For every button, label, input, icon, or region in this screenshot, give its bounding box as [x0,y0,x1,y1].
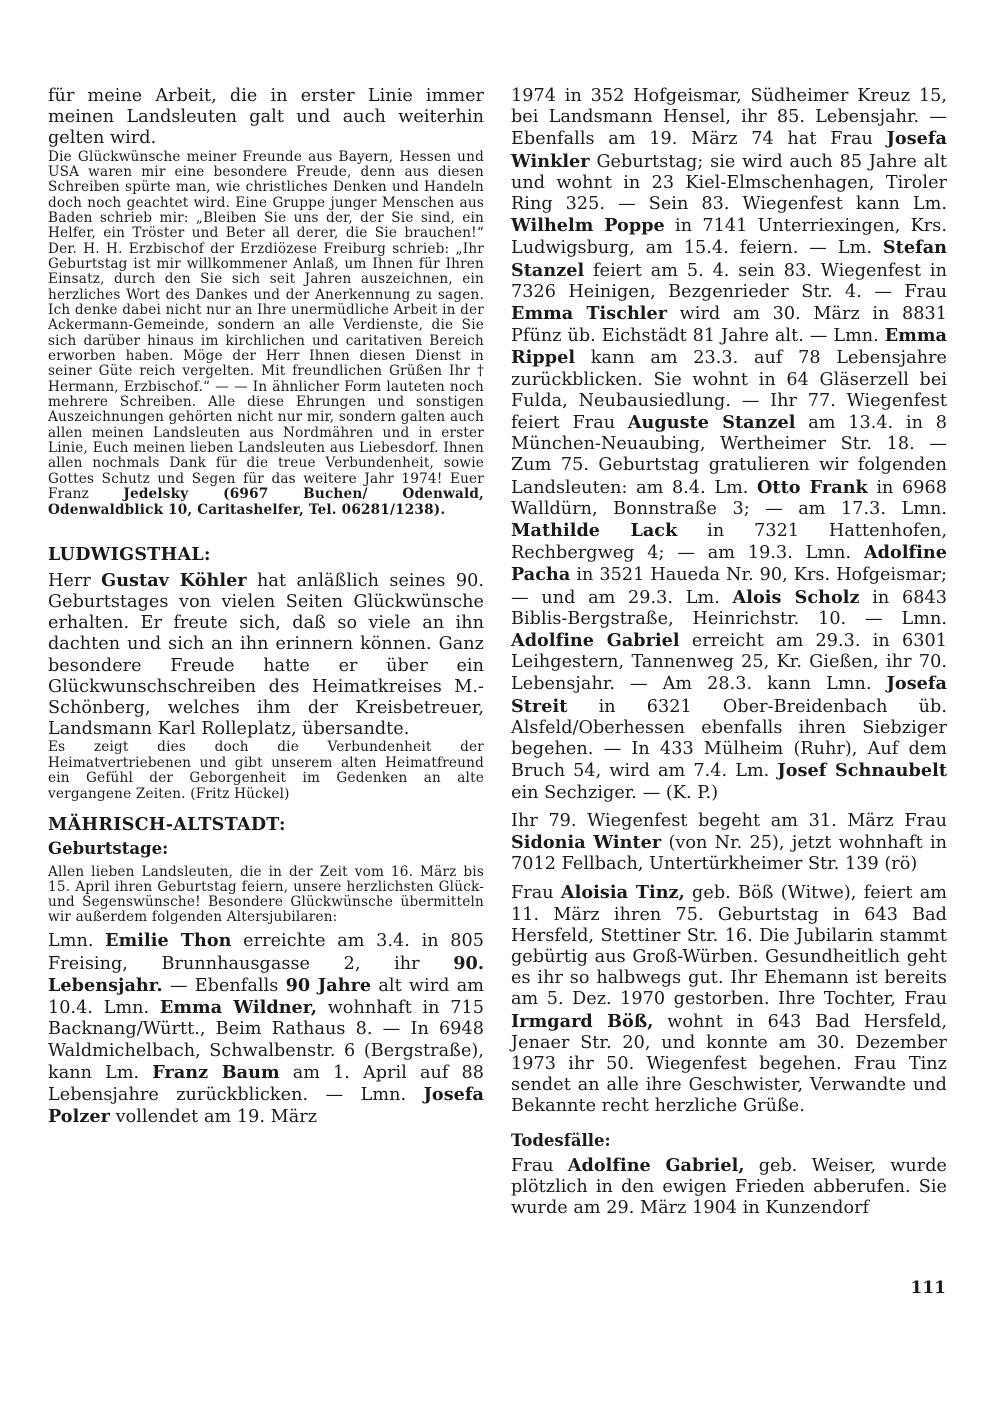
text: am 1. April auf 88 Lebensjahre zurückblicken. — Lmn. [48,1062,484,1105]
author-address: (6967 Buchen/ Odenwald, Odenwaldblick 10, Caritashelfer, Tel. 06281/1238). [48,486,484,518]
page-number: 111 [910,1278,946,1298]
text: in 6968 Walldürn, Bonnstraße 3; — am 17.3. Lmn. [511,477,948,519]
text: Herr [48,570,102,591]
right-column [511,86,947,1219]
birthday-list-continuation [511,86,947,804]
section-heading-ludwigsthal: LUDWIGSTHAL: [48,544,211,565]
text: feiert am 5. 4. sein 83. Wiegenfest in 7326 Heinigen, Bezgenrieder Str. 4. — Frau [511,260,947,302]
birthday-list [48,930,484,1128]
obituary-paragraph [511,1155,947,1220]
person-name: Otto Frank [757,476,868,498]
text: erreichte am 3.4. in 805 Freising, Brunnhausgasse 2, ihr [48,931,485,974]
person-name: Josefa Winkler [511,128,947,172]
section-heading-maehrisch-altstadt: MÄHRISCH-ALTSTADT: [48,814,286,835]
text: alt wird am 10.4. Lmn. [48,975,484,1019]
person-name: Mathilde Lack [511,520,678,542]
text: kann am 23.3. auf 78 Lebensjahre zurückblicken. Sie wohnt in 64 Gläserzell bei Fulda, Neubausiedlung. — Ihr 77. Wiegenfest feiert Frau [511,348,947,434]
text: in 6321 Ober-Breidenbach üb. Alsfeld/Oberhessen ebenfalls ihren Siebziger begehen. — In 433 Mülheim (Ruhr), Auf dem Bruch 54, wird am 7.4. Lm. [511,696,947,782]
emphasis: 90 Jahre [285,974,372,996]
subheading-todesfaelle: Todesfälle: [511,1130,611,1150]
intro-paragraph: für meine Arbeit, die in erster Linie immer meinen Landsleuten galt und auch weiterhin gelten wird. [48,86,484,149]
person-name: Wilhelm Poppe [511,215,665,237]
text: erreicht am 29.3. in 6301 Leihgestern, Tannenweg 25, Kr. Gießen, ihr 70. Lebensjahr. — Am 28.3. kann Lmn. [511,631,947,695]
text: Lmn. [48,931,106,952]
text: Frau [511,883,561,904]
left-column [48,86,484,1128]
tinz-paragraph [511,882,947,1117]
person-name: Alois Scholz [732,586,860,608]
text: Ihr 79. Wiegenfest begeht am 31. März Frau [511,810,947,831]
text: in 6843 Biblis-Bergstraße, Heinrichstr. 10. — Lmn. [511,587,947,629]
person-name: Emilie Thon [105,930,232,952]
text: wohnhaft in 715 Backnang/Württ., Beim Rathaus 8. — In 6948 Waldmichelbach, Schwalbenstr. 6 (Bergstraße), kann Lm. [48,998,484,1083]
text: in 7321 Hattenhofen, Rechbergweg 4; — am 19.3. Lmn. [511,521,948,564]
person-name: Emma Wildner, [159,997,317,1019]
text: vollendet am 19. März [109,1107,318,1128]
ludwigsthal-note: Es zeigt dies doch die Verbundenheit der Heimatvertriebenen und gibt unserem alten Heimatfreund ein Gefühl der Geborgenheit im Gedenken an alte vergangene Zeiten. (Fritz Hückel) [48,739,484,802]
person-name: Franz Baum [152,1061,280,1083]
person-name: Josefa Polzer [48,1083,484,1128]
text: am 13.4. in 8 München-Neuaubing, Wertheimer Str. 18. — Zum 75. Geburtstag gratulieren wir folgenden Landsleuten: am 8.4. Lm. [511,413,948,498]
author-name: Jedelsky [123,486,189,503]
text: 1974 in 352 Hofgeismar, Südheimer Kreuz 15, bei Landsmann Hensel, ihr 85. Lebensjahr. — Ebenfalls am 19. März 74 hat Frau [511,86,947,150]
text: in 7141 Unterriexingen, Krs. Ludwigsburg, am 15.4. feiern. — Lm. [511,216,947,259]
person-name: Irmgard Böß, [511,1010,654,1032]
text: geb. Weiser, wurde plötzlich in den ewigen Frieden abberufen. Sie wurde am 29. März 1904 in Kunzendorf [511,1155,948,1218]
text: Frau [511,1155,568,1176]
birthday-intro: Allen lieben Landsleuten, die in der Zeit vom 16. März bis 15. April ihren Geburtstag feiern, unsere herzlichsten Glück- und Segenswünsche! Besondere Glückwünsche übermitteln wir außerdem folgenden Altersjubilaren: [48,863,484,925]
letter-text: Die Glückwünsche meiner Freunde aus Bayern, Hessen und USA waren mir eine besondere Freude, denn aus diesen Schreiben spürte man, wie christliches Denken und Handeln doch noch geachtet wird. Eine Gruppe junger Menschen aus Baden schrieb mir: „Bleiben Sie uns der, der Sie sind, ein Helfer, ein Tröster und Beter all derer, die Sie brauchen!“ Der. H. H. Erzbischof der Erzdiözese Freiburg schrieb: „Ihr Geburtstag ist mir willkommener Anlaß, um Ihnen für Ihren Einsatz, durch den Sie sich seit Jahren auszeichnen, ein herzliches Wort des Dankes und der Anerkennung zu sagen. Ich denke dabei nicht nur an Ihre unermüdliche Arbeit in der Ackermann-Gemeinde, sondern an alle Verdienste, die Sie sich darüber hinaus im kirchlichen und caritativen Bereich erworben haben. Möge der Herr Ihnen diesen Dienst in seiner Güte reich vergelten. Mit freundlichen Grüßen Ihr † Hermann, Erzbischof.“ — — In ähnlicher Form lauteten noch mehrere Schreiben. Alle diese Ehrungen und sonstigen Auszeichnungen gehörten nicht nur mir, sondern galten auch allen meinen Landsleuten aus Nordmähren und in erster Linie, Euch meinen lieben Landsleuten aus Liebesdorf. Ihnen allen nochmals Dank für die treue Verbundenheit, sowie Gottes Schutz und Segen für das weitere Jahr 1974! Euer Franz [48,148,484,503]
emphasis: 90. Lebensjahr. [48,952,484,996]
text: wird am 30. März in 8831 Pfünz üb. Eichstädt 81 Jahre alt. — Lmn. [511,304,947,347]
person-name: Josef Schnaubelt [777,760,947,782]
text: in 3521 Haueda Nr. 90, Krs. Hofgeismar; — und am 29.3. Lm. [511,565,947,608]
text: wohnt in 643 Bad Hersfeld, Jenaer Str. 20, und konnte am 30. Dezember 1973 ihr 50. Wiegenfest begehen. Frau Tinz sendet an alle ihre Geschwister, Verwandte und Bekannte recht herzliche Grüße. [511,1011,947,1117]
person-name: Josefa Streit [511,673,947,717]
person-name: Stefan Stanzel [511,237,947,281]
person-name: Sidonia Winter [511,831,662,853]
letter-paragraph [48,150,484,518]
winter-paragraph [511,811,947,876]
text: Geburtstag; sie wird auch 85 Jahre alt und wohnt in 23 Kiel-Elmschenhagen, Tiroler Ring 325. — Sein 83. Wiegenfest kann Lm. [511,151,947,215]
text: (von Nr. 25), jetzt wohnhaft in 7012 Fellbach, Untertürkheimer Str. 139 (rö) [511,832,948,875]
text: ein Sechziger. — (K. P.) [511,782,719,803]
person-name: Gustav Köhler [101,569,247,591]
subheading-geburtstage: Geburtstage: [48,838,169,858]
person-name: Emma Rippel [511,325,947,369]
person-name: Adolfine Gabriel, [567,1154,745,1176]
person-name: Aloisia Tinz, [560,882,685,904]
ludwigsthal-paragraph [48,570,484,741]
person-name: Emma Tischler [511,303,668,325]
person-name: Auguste Stanzel [627,412,796,434]
person-name: Adolfine Pacha [511,542,947,586]
person-name: Adolfine Gabriel [511,630,680,652]
text: hat anläßlich seines 90. Geburtstages von vielen Seiten Glückwünsche erhalten. Er freute sich, daß so viele an ihn dachten und sich an ihn erinnern können. Ganz besondere Freude hatte er über ein Glückwunschschreiben des Heimatkreises M.-Schönberg, welches ihm der Kreisbetreuer, Landsmann Karl Rolleplatz, übersandte. [48,570,484,740]
text: — Ebenfalls [162,975,286,996]
text: geb. Böß (Witwe), feiert am 11. März ihren 75. Geburtstag in 643 Bad Hersfeld, Stettiner Str. 16. Die Jubilarin stammt gebürtig aus Groß-Würben. Gesundheitlich geht es ihr so halbwegs gut. Ihr Ehemann ist bereits am 5. Dez. 1970 gestorben. Ihre Tochter, Frau [511,883,948,1010]
